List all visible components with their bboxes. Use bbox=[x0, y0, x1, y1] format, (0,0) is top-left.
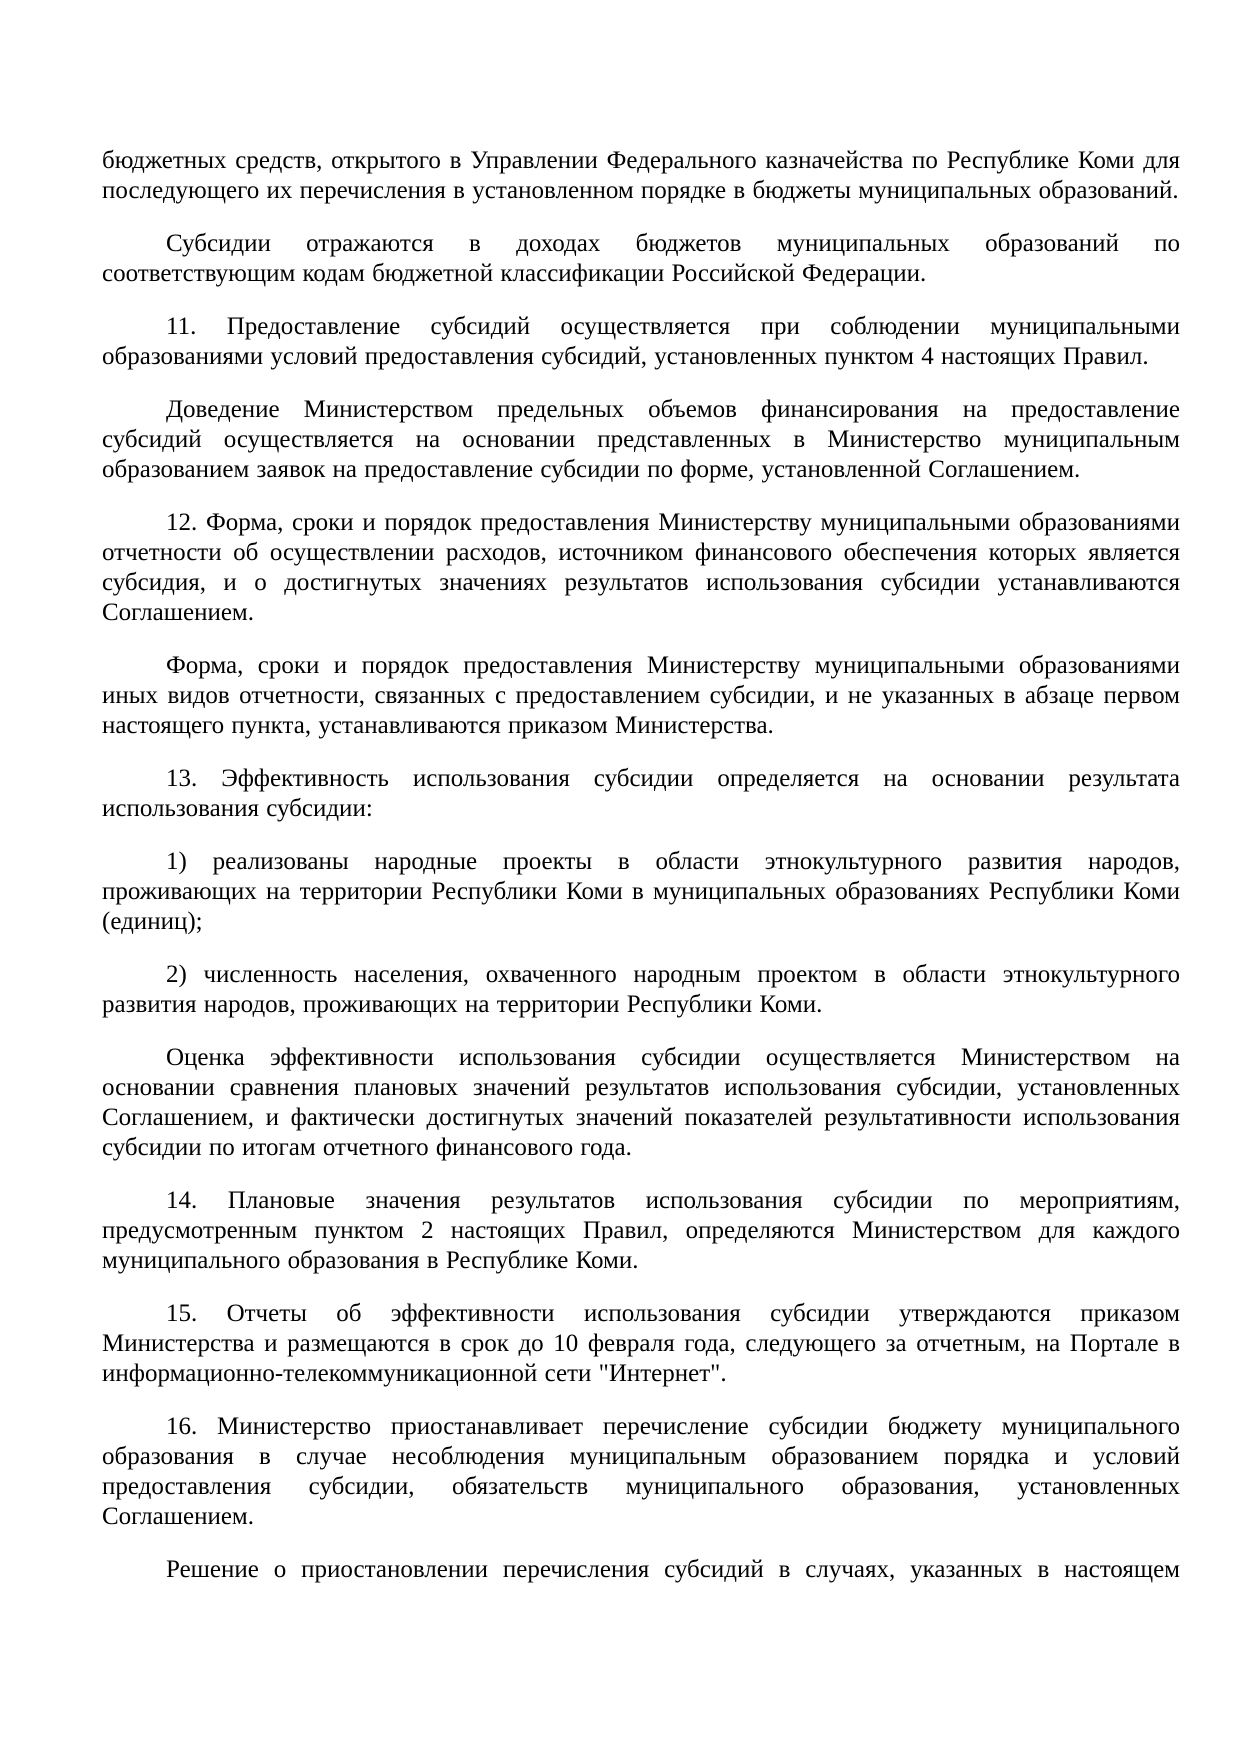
paragraph-item-13: 13. Эффективность использования субсидии определяется на основании результата использования субсидии: bbox=[102, 765, 1180, 822]
paragraph-item-15: 15. Отчеты об эффективности использования субсидии утверждаются приказом Министерства и размещаются в срок до 10 февраля года, следующего за отчетным, на Портале в информационно-телекоммуникационной сети "Интернет". bbox=[102, 1300, 1180, 1387]
paragraph-subsidies-reflected: Субсидии отражаются в доходах бюджетов муниципальных образований по соответствующим кодам бюджетной классификации Российской Федерации. bbox=[102, 230, 1180, 287]
paragraph-item-13-point-1: 1) реализованы народные проекты в области этнокультурного развития народов, проживающих на территории Республики Коми в муниципальных образованиях Республики Коми (единиц); bbox=[102, 848, 1180, 935]
paragraph-decision-continued: Решение о приостановлении перечисления субсидий в случаях, указанных в настоящем bbox=[166, 1556, 1180, 1583]
paragraph-item-16: 16. Министерство приостанавливает перечисление субсидии бюджету муниципального образования в случае несоблюдения муниципальным образованием порядка и условий предоставления субсидии, обязательств муниципального образования, установленных Соглашением. bbox=[102, 1413, 1180, 1530]
paragraph-item-12: 12. Форма, сроки и порядок предоставления Министерству муниципальными образованиями отчетности об осуществлении расходов, источником финансового обеспечения которых является субсидия, и о достигнутых значениях результатов использования субсидии устанавливаются Соглашением. bbox=[102, 509, 1180, 626]
paragraph-item-13-point-2: 2) численность населения, охваченного народным проектом в области этнокультурного развития народов, проживающих на территории Республики Коми. bbox=[102, 961, 1180, 1018]
paragraph-item-12-sub: Форма, сроки и порядок предоставления Министерству муниципальными образованиями иных видов отчетности, связанных с предоставлением субсидии, и не указанных в абзаце первом настоящего пункта, устанавливаются приказом Министерства. bbox=[102, 652, 1180, 739]
paragraph-item-14: 14. Плановые значения результатов использования субсидии по мероприятиям, предусмотренным пунктом 2 настоящих Правил, определяются Министерством для каждого муниципального образования в Республике Коми. bbox=[102, 1187, 1180, 1274]
paragraph-continuation-top: бюджетных средств, открытого в Управлении Федерального казначейства по Республике Коми для последующего их перечисления в установленном порядке в бюджеты муниципальных образований. bbox=[102, 147, 1180, 204]
paragraph-effectiveness-evaluation: Оценка эффективности использования субсидии осуществляется Министерством на основании сравнения плановых значений результатов использования субсидии, установленных Соглашением, и фактически достигнутых значений показателей результативности использования субсидии по итогам отчетного финансового года. bbox=[102, 1044, 1180, 1161]
paragraph-item-11-sub: Доведение Министерством предельных объемов финансирования на предоставление субсидий осуществляется на основании представленных в Министерство муниципальным образованием заявок на предоставление субсидии по форме, установленной Соглашением. bbox=[102, 396, 1180, 483]
paragraph-item-11: 11. Предоставление субсидий осуществляется при соблюдении муниципальными образованиями условий предоставления субсидий, установленных пунктом 4 настоящих Правил. bbox=[102, 313, 1180, 370]
